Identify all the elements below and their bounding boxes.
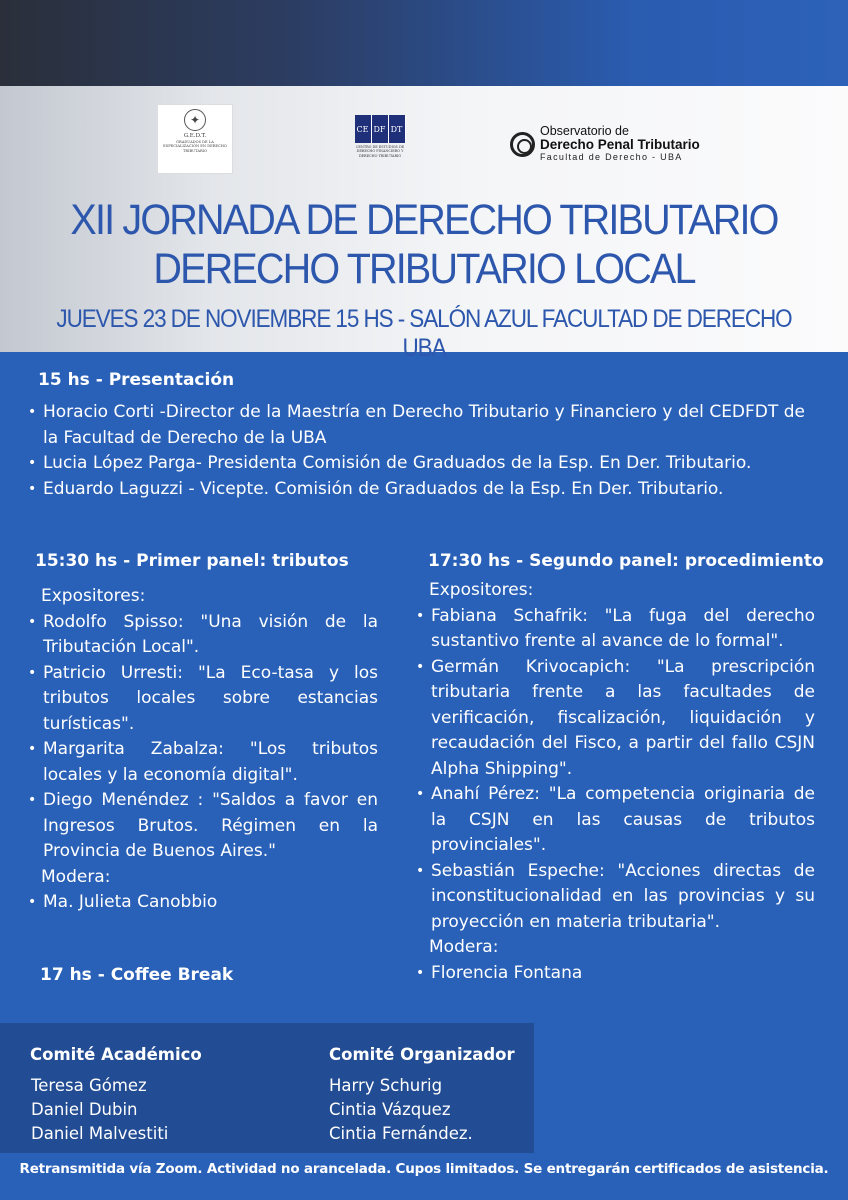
modera-label: Modera: bbox=[429, 937, 499, 957]
list-item-text: Diego Menéndez : "Saldos a favor en Ingresos Brutos. Régimen en la Provincia de Buenos Aires." bbox=[43, 790, 378, 861]
cedfdt-letter: DT bbox=[389, 115, 406, 143]
list-item-text: Lucia López Parga- Presidenta Comisión de Graduados de la Esp. En Der. Tributario. bbox=[43, 453, 752, 473]
panel1-heading: 15:30 hs - Primer panel: tributos bbox=[35, 551, 349, 571]
comite-organizador-list bbox=[329, 1074, 473, 1146]
panel2-heading: 17:30 hs - Segundo panel: procedimiento bbox=[428, 551, 824, 571]
list-item-text: Rodolfo Spisso: "Una visión de la Tributación Local". bbox=[43, 611, 378, 657]
bullet-icon: • bbox=[28, 792, 37, 808]
moderator-name: Ma. Julieta Canobbio bbox=[43, 892, 218, 912]
gedt-caption bbox=[161, 140, 229, 153]
list-item-text: Sebastián Espeche: "Acciones directas de inconstitucionalidad en las provincias y su proyección en materia tributaria". bbox=[431, 860, 815, 932]
cedfdt-letter: DF bbox=[372, 115, 389, 143]
list-item-text: Anahí Pérez: "La competencia originaria de la CSJN en las causas de tributos provinciales". bbox=[431, 784, 815, 855]
gedt-acronym: G.E.D.T. bbox=[183, 133, 207, 139]
panel2-content bbox=[416, 578, 815, 986]
event-date-location: JUEVES 23 DE NOVIEMBRE 15 HS - SALÓN AZUL FACULTAD DE DERECHO UBA bbox=[56, 305, 792, 362]
cedfdt-caption bbox=[354, 145, 406, 158]
cedfdt-caption-line: DERECHO FINANCIERO Y bbox=[356, 149, 404, 154]
top-gradient-band bbox=[0, 0, 848, 86]
list-item-text: Horacio Corti -Director de la Maestría en Derecho Tributario y Financiero y del CEDFDT de la Facultad de Derecho de la UBA bbox=[43, 402, 805, 448]
expositores-label: Expositores: bbox=[429, 580, 534, 600]
gedt-caption-line: ESPECIALIZACIÓN EN DERECHO bbox=[163, 144, 227, 149]
list-item bbox=[416, 604, 815, 655]
expositores-label: Expositores: bbox=[41, 586, 146, 606]
event-subtitle: DERECHO TRIBUTARIO LOCAL bbox=[153, 245, 695, 293]
bullet-icon: • bbox=[416, 658, 425, 675]
comite-academico-heading: Comité Académico bbox=[30, 1045, 202, 1064]
committee-member: Teresa Gómez bbox=[31, 1076, 147, 1095]
committee-member: Cintia Fernández. bbox=[329, 1124, 473, 1143]
cedfdt-letter: CE bbox=[355, 115, 372, 143]
list-item-text: Margarita Zabalza: "Los tributos locales y la economía digital". bbox=[43, 739, 378, 785]
modera-label: Modera: bbox=[41, 866, 111, 887]
list-item bbox=[28, 890, 378, 916]
observatorio-line2: Derecho Penal Tributario bbox=[540, 137, 700, 153]
cedfdt-logo bbox=[354, 115, 406, 175]
committee-member: Harry Schurig bbox=[329, 1076, 443, 1095]
footer-note: Retransmitida vía Zoom. Actividad no arancelada. Cupos limitados. Se entregarán certificados de asistencia. bbox=[19, 1161, 829, 1177]
presentacion-heading: 15 hs - Presentación bbox=[38, 370, 235, 390]
bullet-icon: • bbox=[28, 664, 37, 681]
observatorio-line3: Facultad de Derecho - UBA bbox=[540, 152, 683, 163]
bullet-icon: • bbox=[416, 862, 425, 879]
bullet-icon: • bbox=[28, 455, 37, 471]
list-item bbox=[416, 655, 815, 783]
list-item bbox=[28, 788, 378, 865]
observatorio-line1: Observatorio de bbox=[540, 124, 629, 139]
list-item bbox=[28, 451, 805, 477]
list-item-text: Germán Krivocapich: "La prescripción tributaria frente a las facultades de verificación, fiscalización, liquidación y recaudación del Fisco, a partir del fallo CSJN Alpha Shipping". bbox=[431, 656, 815, 779]
moderator-name: Florencia Fontana bbox=[431, 962, 583, 983]
list-item-text: Fabiana Schafrik: "La fuga del derecho sustantivo frente al avance de lo formal". bbox=[431, 605, 815, 651]
list-item bbox=[28, 400, 805, 451]
gedt-seal-icon: ✦ bbox=[184, 109, 206, 131]
observatorio-emblem-icon bbox=[510, 132, 535, 157]
coffee-break-heading: 17 hs - Coffee Break bbox=[40, 965, 234, 985]
gedt-caption-line: TRIBUTARIO bbox=[182, 148, 208, 153]
comite-organizador-heading: Comité Organizador bbox=[329, 1045, 515, 1064]
observatorio-logo bbox=[510, 124, 700, 164]
bullet-icon: • bbox=[28, 613, 37, 630]
committee-member: Daniel Dubin bbox=[31, 1100, 138, 1119]
list-item bbox=[28, 737, 378, 788]
cedfdt-caption-line: DERECHO TRIBUTARIO bbox=[358, 153, 402, 158]
bullet-icon: • bbox=[28, 404, 37, 420]
list-item-text: Patricio Urresti: "La Eco-tasa y los tributos locales sobre estancias turísticas". bbox=[43, 662, 378, 734]
bullet-icon: • bbox=[28, 480, 37, 497]
bullet-icon: • bbox=[28, 741, 37, 757]
gedt-caption-line: GRADUADOS DE LA bbox=[176, 140, 214, 144]
list-item bbox=[416, 961, 815, 987]
bullet-icon: • bbox=[416, 964, 425, 981]
list-item-text: Eduardo Laguzzi - Vicepte. Comisión de Graduados de la Esp. En Der. Tributario. bbox=[43, 478, 724, 499]
bullet-icon: • bbox=[28, 894, 37, 910]
list-item bbox=[28, 610, 378, 661]
bullet-icon: • bbox=[416, 607, 425, 624]
committee-member: Cintia Vázquez bbox=[329, 1100, 451, 1119]
list-item bbox=[28, 661, 378, 738]
cedfdt-caption-line: CENTRO DE ESTUDIOS DE bbox=[355, 145, 405, 149]
comite-academico-list bbox=[31, 1074, 168, 1146]
list-item bbox=[416, 782, 815, 859]
event-title: XII JORNADA DE DERECHO TRIBUTARIO bbox=[70, 196, 778, 244]
committee-member: Daniel Malvestiti bbox=[31, 1124, 169, 1143]
presentacion-list bbox=[28, 400, 805, 502]
list-item bbox=[416, 859, 815, 936]
bullet-icon: • bbox=[416, 786, 425, 802]
list-item bbox=[28, 477, 805, 503]
panel1-content bbox=[28, 584, 378, 916]
gedt-logo bbox=[157, 104, 233, 174]
